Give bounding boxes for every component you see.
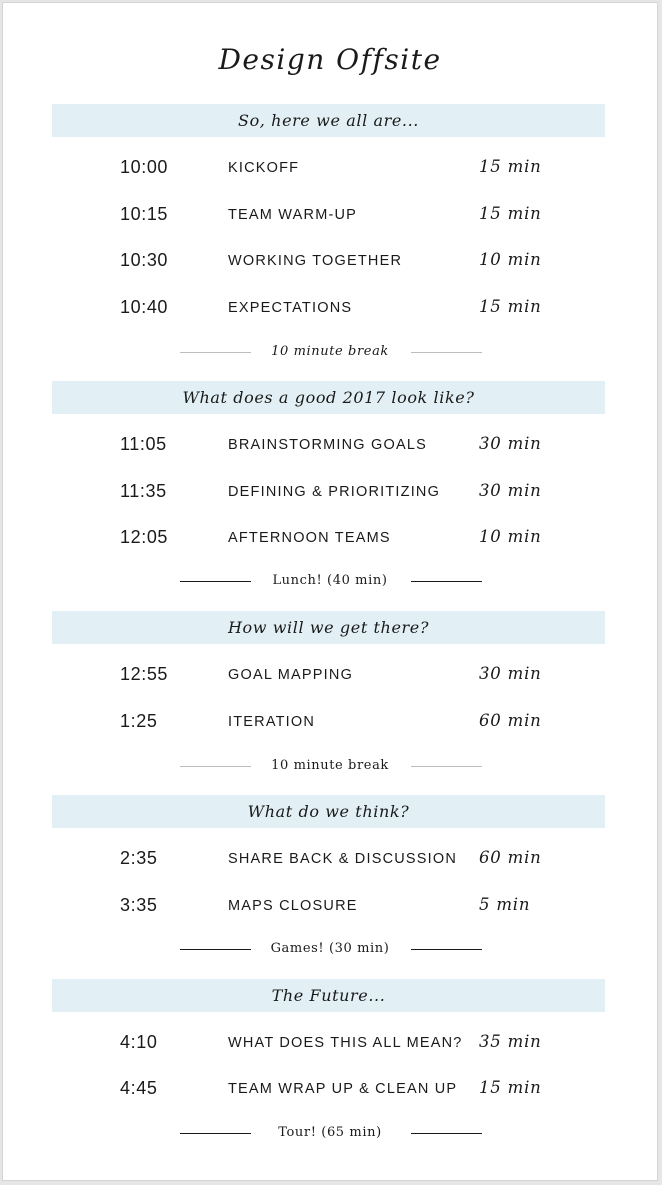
agenda-activity: BRAINSTORMING GOALS (228, 437, 427, 453)
agenda-row (3, 248, 657, 272)
agenda-duration: 30 min (479, 481, 542, 500)
agenda-activity: GOAL MAPPING (228, 667, 354, 683)
agenda-row (3, 525, 657, 549)
section-heading: So, here we all are... (52, 104, 605, 137)
agenda-time: 2:35 (120, 848, 158, 868)
agenda-card (2, 2, 658, 1181)
agenda-activity: AFTERNOON TEAMS (228, 530, 391, 546)
break-divider (3, 939, 657, 959)
section-heading: How will we get there? (52, 611, 605, 644)
agenda-duration: 15 min (479, 297, 542, 316)
agenda-time: 12:05 (120, 527, 169, 547)
agenda-row (3, 432, 657, 456)
agenda-row (3, 1076, 657, 1100)
agenda-row (3, 709, 657, 733)
agenda-activity: ITERATION (228, 714, 316, 730)
break-label: Games! (30 min) (270, 941, 390, 956)
agenda-duration: 15 min (479, 204, 542, 223)
agenda-time: 10:40 (120, 297, 169, 317)
section-heading: The Future... (52, 979, 605, 1012)
break-divider (3, 342, 657, 362)
break-label: Lunch! (40 min) (272, 573, 388, 588)
agenda-row (3, 662, 657, 686)
agenda-time: 10:30 (120, 250, 169, 270)
agenda-activity: TEAM WARM-UP (228, 207, 358, 223)
agenda-duration: 15 min (479, 157, 542, 176)
page-title: Design Offsite (218, 43, 442, 76)
agenda-time: 11:05 (120, 434, 167, 454)
break-divider (3, 1123, 657, 1143)
divider-line (411, 352, 482, 353)
agenda-row (3, 846, 657, 870)
agenda-activity: KICKOFF (228, 160, 300, 176)
section-heading: What does a good 2017 look like? (52, 381, 605, 414)
break-divider (3, 571, 657, 591)
section-heading: What do we think? (52, 795, 605, 828)
agenda-row (3, 295, 657, 319)
agenda-time: 12:55 (120, 664, 169, 684)
agenda-duration: 15 min (479, 1078, 542, 1097)
agenda-time: 11:35 (120, 481, 167, 501)
agenda-time: 4:45 (120, 1078, 158, 1098)
break-divider (3, 756, 657, 776)
agenda-duration: 30 min (479, 664, 542, 683)
agenda-activity: WORKING TOGETHER (228, 253, 403, 269)
agenda-row (3, 893, 657, 917)
agenda-row (3, 202, 657, 226)
divider-line (411, 766, 482, 767)
agenda-duration: 30 min (479, 434, 542, 453)
agenda-duration: 5 min (479, 895, 531, 914)
agenda-time: 10:00 (120, 157, 169, 177)
agenda-activity: EXPECTATIONS (228, 300, 353, 316)
agenda-time: 1:25 (120, 711, 158, 731)
agenda-row (3, 479, 657, 503)
agenda-duration: 10 min (479, 250, 542, 269)
agenda-duration: 35 min (479, 1032, 542, 1051)
agenda-duration: 60 min (479, 848, 542, 867)
agenda-activity: WHAT DOES THIS ALL MEAN? (228, 1035, 463, 1051)
agenda-activity: SHARE BACK & DISCUSSION (228, 851, 458, 867)
agenda-activity: TEAM WRAP UP & CLEAN UP (228, 1081, 458, 1097)
agenda-duration: 10 min (479, 527, 542, 546)
agenda-duration: 60 min (479, 711, 542, 730)
agenda-activity: DEFINING & PRIORITIZING (228, 484, 441, 500)
divider-line (411, 1133, 482, 1134)
agenda-activity: MAPS CLOSURE (228, 898, 358, 914)
break-label: Tour! (65 min) (278, 1125, 382, 1140)
agenda-row (3, 1030, 657, 1054)
agenda-time: 3:35 (120, 895, 158, 915)
agenda-time: 4:10 (120, 1032, 158, 1052)
divider-line (411, 949, 482, 950)
agenda-row (3, 155, 657, 179)
divider-line (411, 581, 482, 582)
agenda-time: 10:15 (120, 204, 169, 224)
break-label: 10 minute break (271, 344, 389, 359)
break-label: 10 minute break (271, 758, 389, 773)
